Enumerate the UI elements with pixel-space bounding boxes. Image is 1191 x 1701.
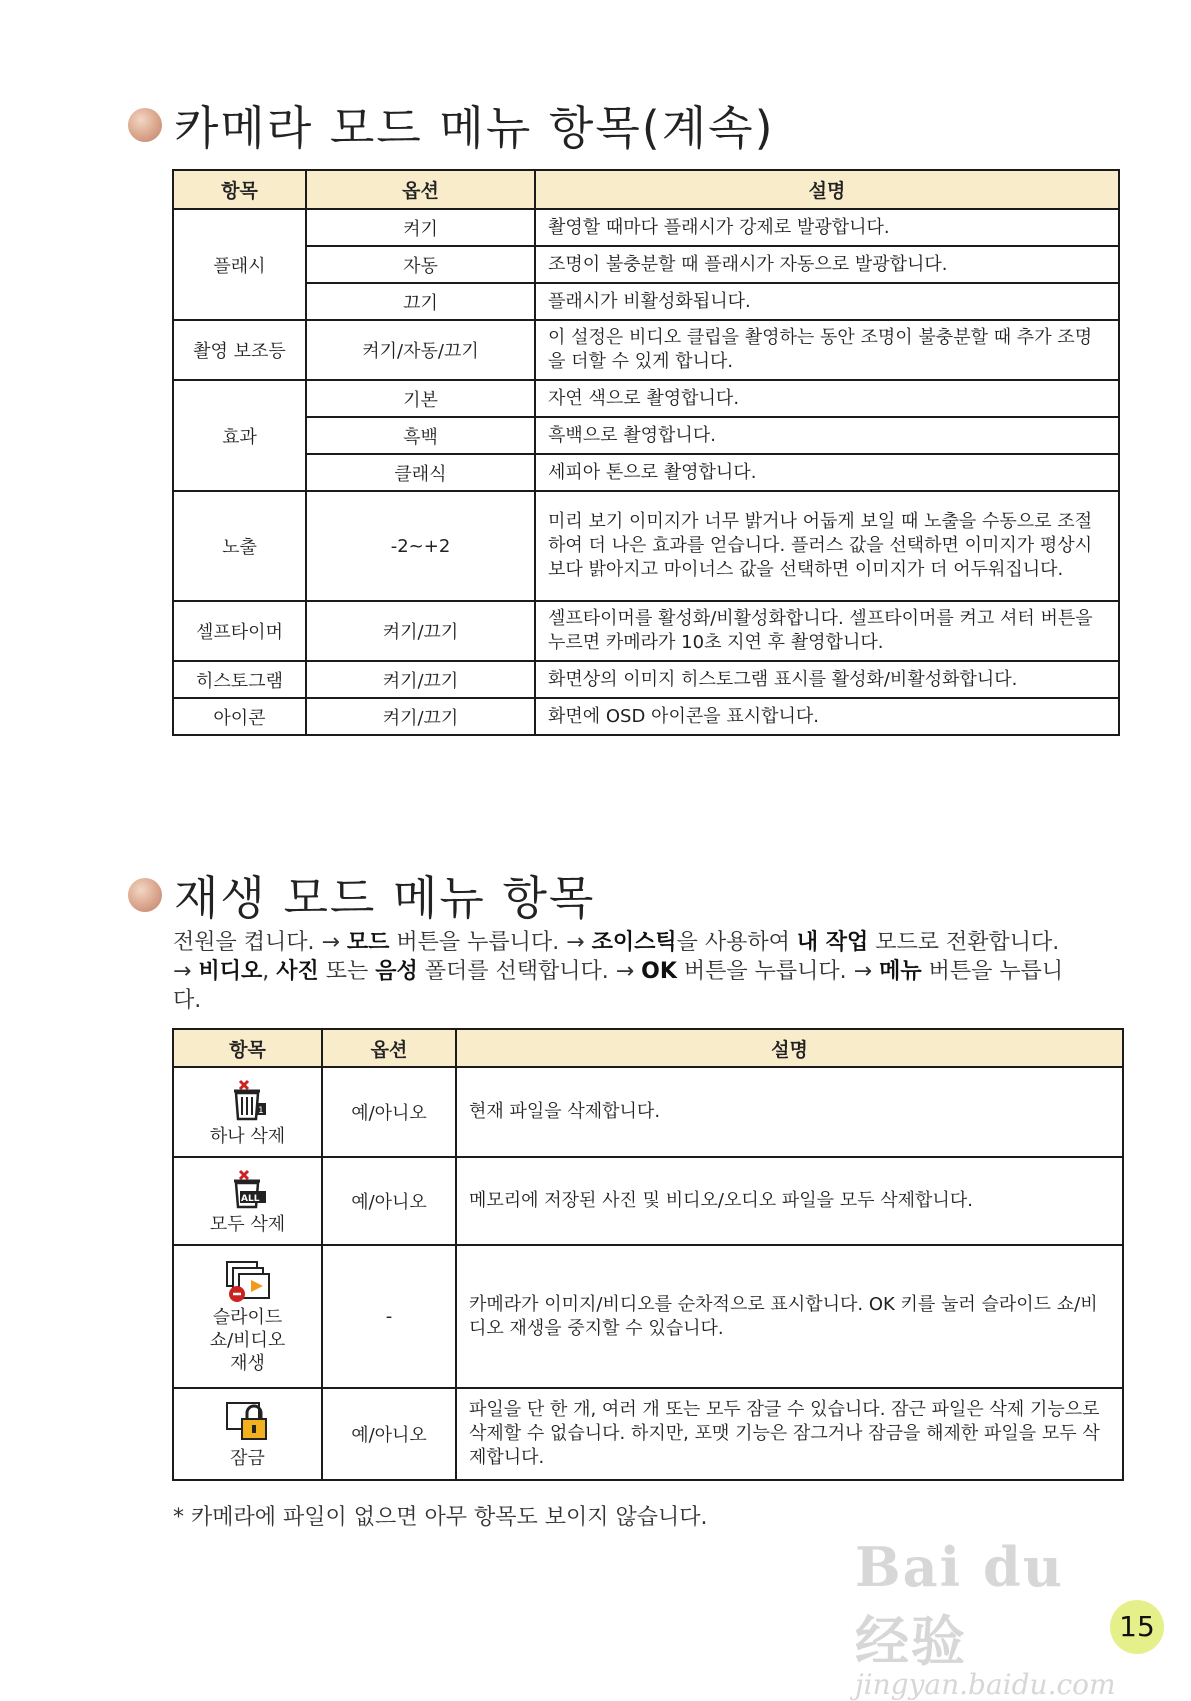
effect-item: 효과: [173, 380, 306, 491]
lock-label: 잠금: [230, 1447, 265, 1469]
intro-text: 버튼을 누릅니다. →: [389, 930, 592, 955]
intro-bold: 사진: [276, 959, 319, 984]
effect-desc-bw: 흑백으로 촬영합니다.: [535, 417, 1119, 454]
lock-cell: [173, 1388, 322, 1480]
aux-light-item: 촬영 보조등: [173, 320, 306, 380]
flash-desc-on: 촬영할 때마다 플래시가 강제로 발광합니다.: [535, 209, 1119, 246]
table-header-row: [173, 1029, 1123, 1067]
histogram-item: 히스토그램: [173, 661, 306, 698]
histogram-desc: 화면상의 이미지 히스토그램 표시를 활성화/비활성화합니다.: [535, 661, 1119, 698]
exposure-item: 노출: [173, 491, 306, 601]
delete-one-cell: [173, 1067, 322, 1157]
camera-section-title: 카메라 모드 메뉴 항목(계속): [174, 101, 775, 155]
delete-all-cell: [173, 1157, 322, 1245]
table-row: [173, 1388, 1123, 1480]
slideshow-cell: [173, 1245, 322, 1388]
table-row: [173, 380, 1119, 417]
icon-option: 켜기/끄기: [306, 698, 535, 735]
delete-one-label: 하나 삭제: [209, 1125, 286, 1147]
playback-intro: [173, 928, 1073, 1015]
delete-one-icon: [226, 1079, 270, 1123]
effect-option-classic: 클래식: [306, 454, 535, 491]
slideshow-label: 슬라이드 쇼/비디오 재생: [209, 1307, 286, 1374]
self-timer-item: 셀프타이머: [173, 601, 306, 661]
table-row: [173, 320, 1119, 380]
intro-text: 전원을 켭니다. →: [173, 930, 347, 955]
table-row: [173, 1067, 1123, 1157]
aux-light-desc: 이 설정은 비디오 클립을 촬영하는 동안 조명이 불충분할 때 추가 조명을 더할 수 있게 합니다.: [535, 320, 1119, 380]
camera-section-heading: [128, 92, 775, 158]
flash-option-auto: 자동: [306, 246, 535, 283]
playback-section-heading: [128, 862, 595, 928]
intro-text: 또는: [318, 959, 376, 984]
exposure-desc: 미리 보기 이미지가 너무 밝거나 어둡게 보일 때 노출을 수동으로 조절하여 더 나은 효과를 얻습니다. 플러스 값을 선택하면 이미지가 평상시보다 밝아지고 마이너스 값을 선택하면 이미지가 더 어두워집니다.: [535, 491, 1119, 601]
delete-one-desc: 현재 파일을 삭제합니다.: [456, 1067, 1123, 1157]
slideshow-desc: 카메라가 이미지/비디오를 순차적으로 표시합니다. OK 키를 눌러 슬라이드 쇼/비디오 재생을 중지할 수 있습니다.: [456, 1245, 1123, 1388]
watermark-brand: Bai du 经验: [855, 1535, 1064, 1673]
delete-all-option: 예/아니오: [322, 1157, 456, 1245]
icon-item: 아이콘: [173, 698, 306, 735]
intro-text: ,: [262, 959, 277, 984]
camera-menu-table: [172, 169, 1120, 736]
delete-one-option: 예/아니오: [322, 1067, 456, 1157]
intro-text: 모드로 전환합니다. →: [173, 930, 1060, 984]
intro-text: 폴더를 선택합니다. →: [417, 959, 642, 984]
intro-bold: OK: [641, 959, 677, 984]
table-row: [173, 283, 1119, 320]
intro-bold: 내 작업: [796, 930, 869, 955]
table-row: [173, 1157, 1123, 1245]
svg-text:1: 1: [257, 1105, 264, 1116]
lock-desc: 파일을 단 한 개, 여러 개 또는 모두 잠글 수 있습니다. 잠근 파일은 삭제 기능으로 삭제할 수 없습니다. 하지만, 포맷 기능은 잠그거나 잠금을 해제한 파일을 모두 삭제합니다.: [456, 1388, 1123, 1480]
baidu-watermark: [855, 1535, 1135, 1701]
header-description: 설명: [535, 170, 1119, 209]
flash-desc-auto: 조명이 불충분할 때 플래시가 자동으로 발광합니다.: [535, 246, 1119, 283]
flash-item: 플래시: [173, 209, 306, 320]
flash-option-off: 끄기: [306, 283, 535, 320]
table-row: [173, 1245, 1123, 1388]
svg-text:ALL: ALL: [240, 1193, 259, 1204]
intro-bold: 조이스틱: [591, 930, 677, 955]
table-header-row: [173, 170, 1119, 209]
self-timer-option: 켜기/끄기: [306, 601, 535, 661]
effect-desc-normal: 자연 색으로 촬영합니다.: [535, 380, 1119, 417]
intro-text: 을 사용하여: [676, 930, 797, 955]
table-row: [173, 209, 1119, 246]
table-row: [173, 454, 1119, 491]
effect-option-normal: 기본: [306, 380, 535, 417]
lock-icon: [225, 1401, 271, 1445]
effect-desc-classic: 세피아 톤으로 촬영합니다.: [535, 454, 1119, 491]
header-description: 설명: [456, 1029, 1123, 1067]
page-number: 15: [1110, 1600, 1164, 1654]
delete-all-desc: 메모리에 저장된 사진 및 비디오/오디오 파일을 모두 삭제합니다.: [456, 1157, 1123, 1245]
intro-text: 버튼을 누릅니다. →: [676, 959, 880, 984]
header-option: 옵션: [322, 1029, 456, 1067]
playback-menu-table: [172, 1028, 1124, 1481]
intro-bold: 비디오: [198, 959, 263, 984]
delete-all-label: 모두 삭제: [209, 1213, 286, 1235]
effect-option-bw: 흑백: [306, 417, 535, 454]
table-row: [173, 491, 1119, 601]
section-bullet-icon: [128, 108, 162, 142]
intro-bold: 음성: [375, 959, 418, 984]
slideshow-icon: [223, 1260, 273, 1304]
table-row: [173, 698, 1119, 735]
icon-desc: 화면에 OSD 아이콘을 표시합니다.: [535, 698, 1119, 735]
intro-bold: 모드: [346, 930, 390, 955]
flash-option-on: 켜기: [306, 209, 535, 246]
lock-option: 예/아니오: [322, 1388, 456, 1480]
slideshow-option: -: [322, 1245, 456, 1388]
watermark-url: jingyan.baidu.com: [855, 1668, 1116, 1701]
intro-bold: 메뉴: [879, 959, 922, 984]
header-item: 항목: [173, 170, 306, 209]
histogram-option: 켜기/끄기: [306, 661, 535, 698]
self-timer-desc: 셀프타이머를 활성화/비활성화합니다. 셀프타이머를 켜고 셔터 버튼을 누르면 카메라가 10초 지연 후 촬영합니다.: [535, 601, 1119, 661]
flash-desc-off: 플래시가 비활성화됩니다.: [535, 283, 1119, 320]
table-row: [173, 601, 1119, 661]
table-row: [173, 246, 1119, 283]
playback-section-title: 재생 모드 메뉴 항목: [174, 871, 596, 925]
header-item: 항목: [173, 1029, 322, 1067]
delete-all-icon: [226, 1169, 270, 1211]
intro-text: 버튼을 누릅니다.: [173, 959, 1064, 1013]
header-option: 옵션: [306, 170, 535, 209]
table-row: [173, 417, 1119, 454]
footnote: * 카메라에 파일이 없으면 아무 항목도 보이지 않습니다.: [173, 1505, 708, 1530]
exposure-option: -2~+2: [306, 491, 535, 601]
section-bullet-icon: [128, 878, 162, 912]
aux-light-option: 켜기/자동/끄기: [306, 320, 535, 380]
table-row: [173, 661, 1119, 698]
